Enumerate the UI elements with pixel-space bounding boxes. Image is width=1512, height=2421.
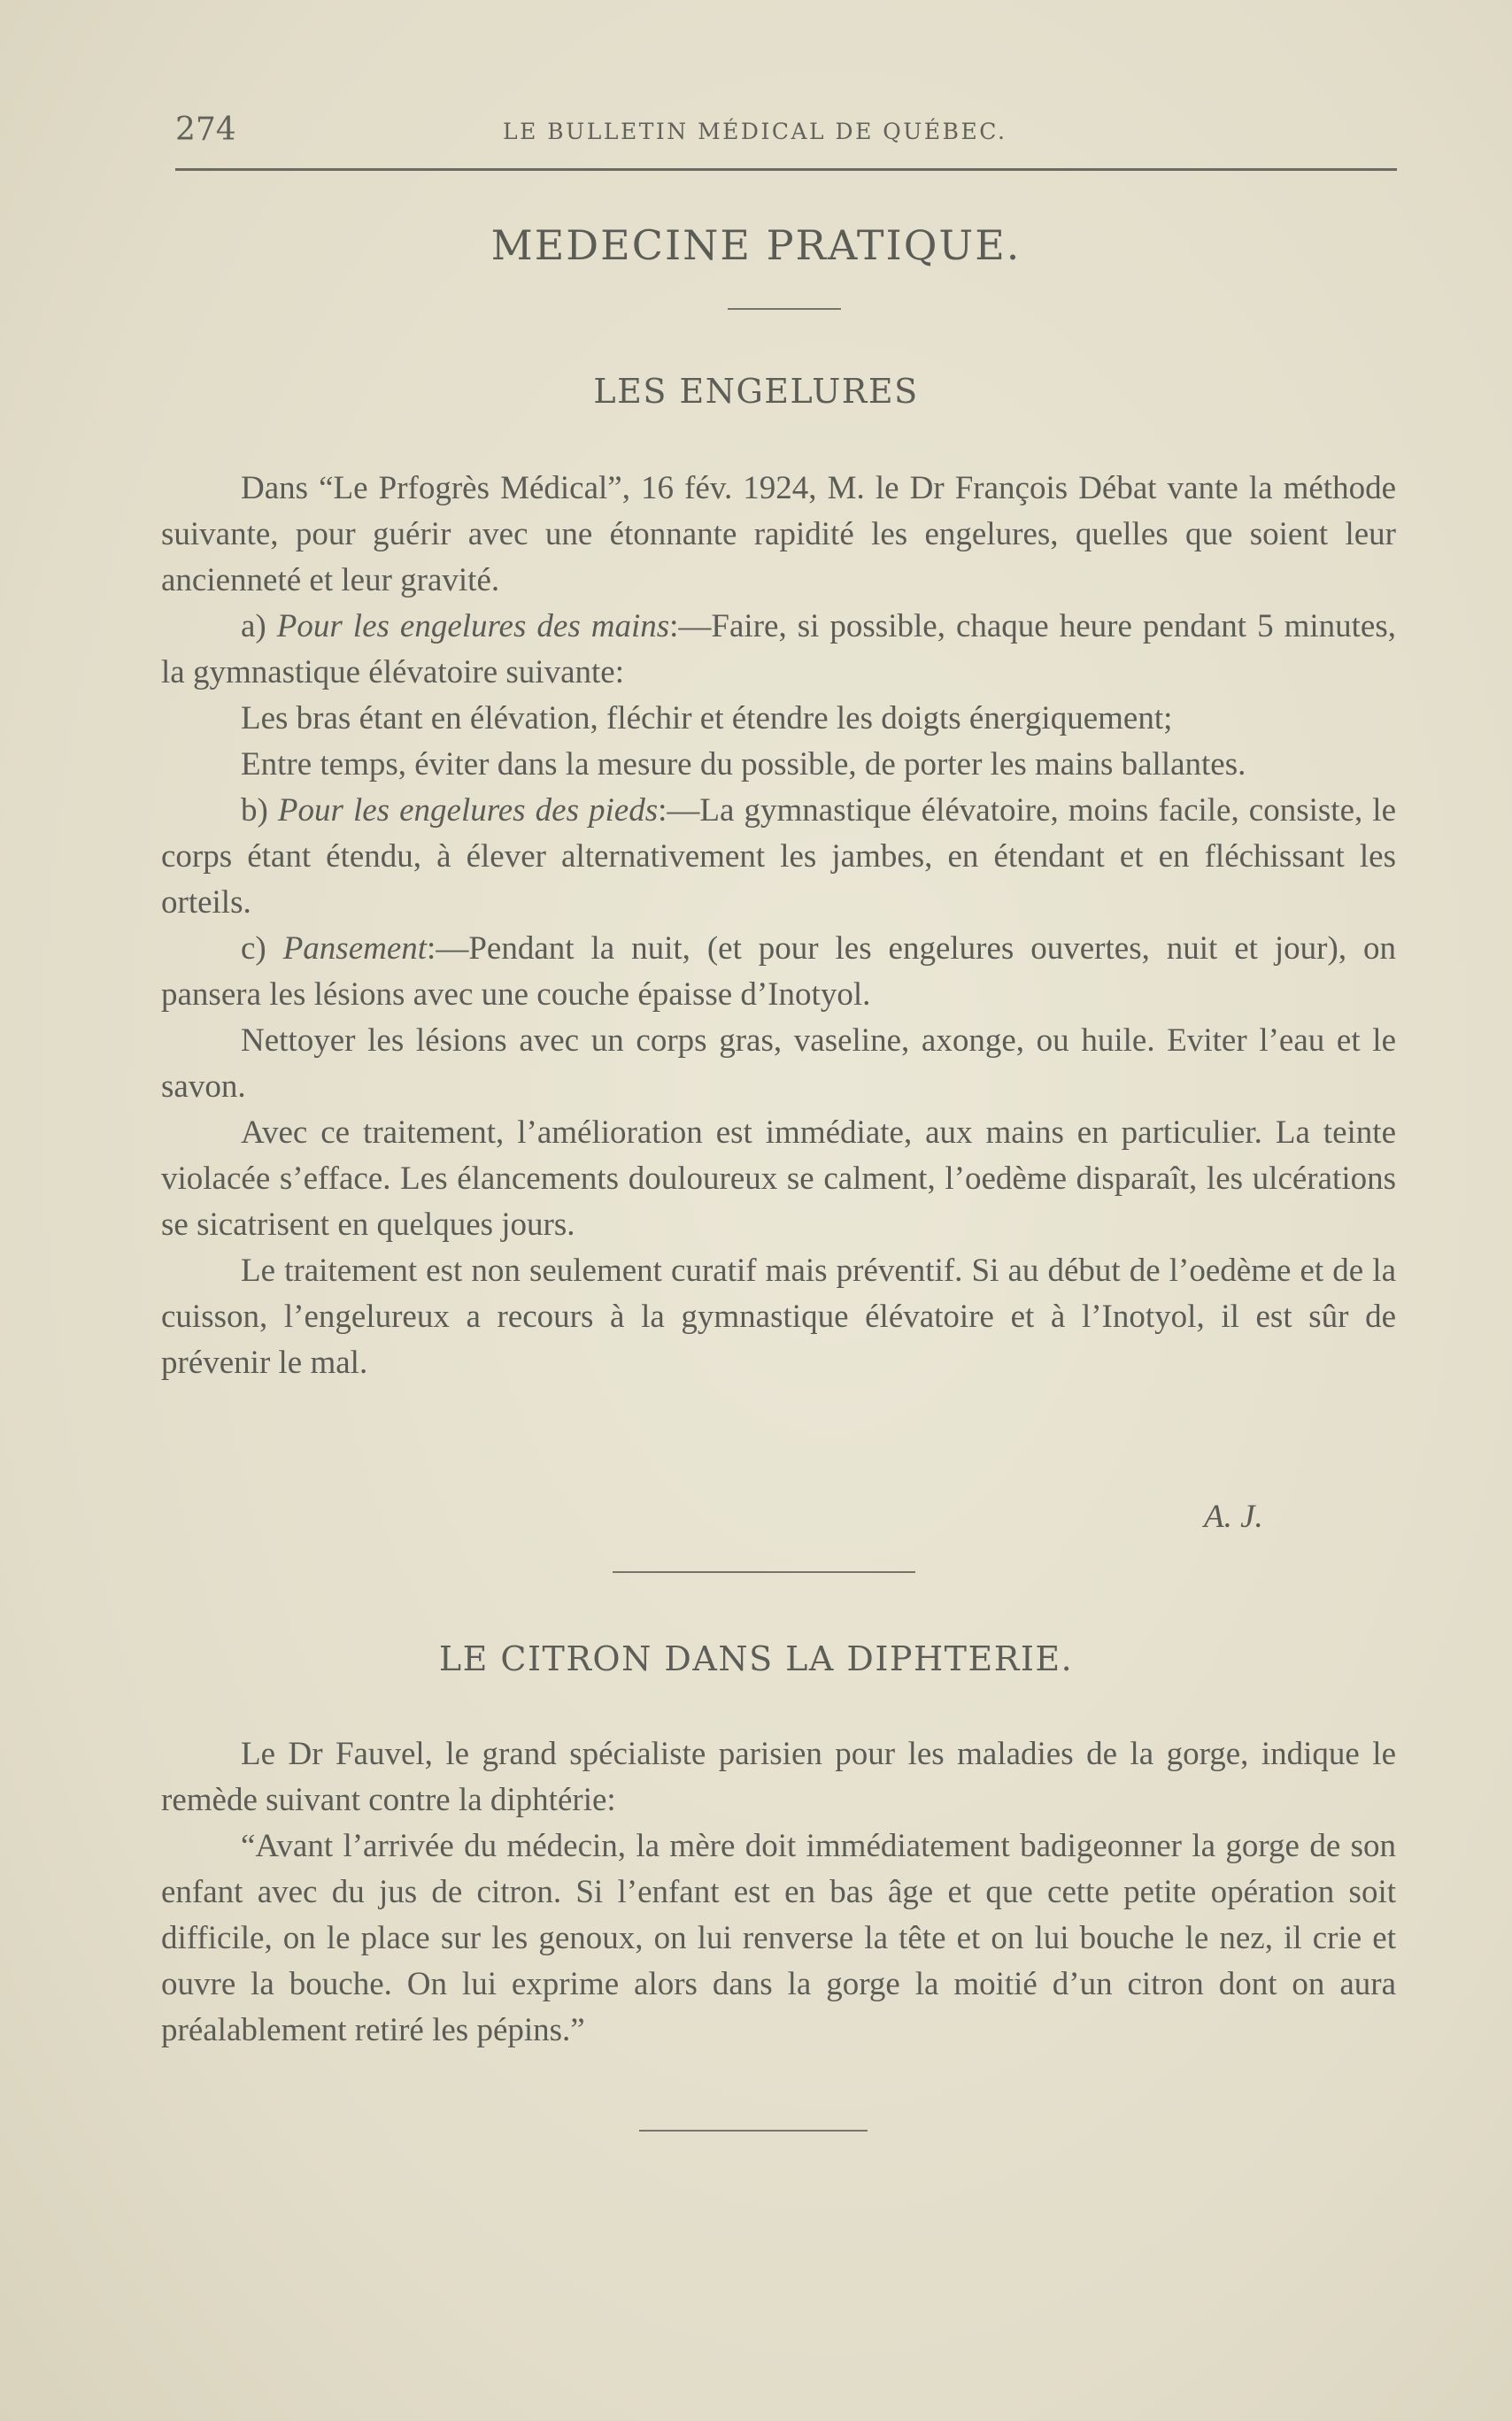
article2-quote: “Avant l’arrivée du médecin, la mère doit immédiatement badigeonner la gorge de son enfant avec du jus de citron. Si l’enfant est en bas âge et que cette petite opération soit difficile, on le place sur les genoux, on lui renverse la tête et on lui bouche le nez, il crie et ouvre la bouche. On lui exprime alors dans la gorge la moitié d’un citron dont on aura préalablement retiré les pépins.”	[161, 1828, 1396, 2048]
item-b-title: Pour les engelures des pieds	[277, 792, 659, 829]
page-number: 274	[175, 112, 236, 148]
title-rule	[728, 308, 841, 310]
article2-body	[161, 1731, 1396, 2054]
item-c-label: c)	[241, 930, 283, 967]
section-title: MEDECINE PRATIQUE.	[490, 221, 1022, 269]
item-a-step2: Entre temps, éviter dans la mesure du possible, de porter les mains ballantes.	[241, 746, 1246, 783]
item-c	[161, 926, 1396, 1018]
item-a-text: :—Faire, si possible, chaque heure pendant 5 minutes, la gymnastique élévatoire suivante:	[161, 608, 1396, 690]
item-c-title: Pansement	[282, 930, 428, 967]
article1-intro: Dans “Le Prfogrès Médical”, 16 fév. 1924, M. le Dr François Débat vante la méthode suivante, pour guérir avec une étonnante rapidité les engelures, quelles que soient leur ancienneté et leur gravité.	[161, 470, 1396, 598]
article1-title: LES ENGELURES	[593, 372, 919, 411]
article2-intro: Le Dr Fauvel, le grand spécialiste parisien pour les maladies de la gorge, indique le remède suivant contre la diphtérie:	[161, 1736, 1396, 1818]
item-c-text: :—Pendant la nuit, (et pour les engelures ouvertes, nuit et jour), on pansera les lésions avec une couche épaisse d’Inotyol.	[161, 930, 1396, 1013]
article1-body	[161, 466, 1396, 1386]
item-a-title: Pour les engelures des mains	[276, 608, 670, 644]
running-title: LE BULLETIN MÉDICAL DE QUÉBEC.	[503, 119, 1007, 144]
item-c-note: Nettoyer les lésions avec un corps gras, vaseline, axonge, ou huile. Eviter l’eau et le savon.	[161, 1022, 1396, 1105]
item-a	[161, 604, 1396, 696]
item-b-label: b)	[241, 792, 278, 829]
item-b	[161, 788, 1396, 926]
header-rule	[175, 168, 1397, 171]
article1-result: Avec ce traitement, l’amélioration est immédiate, aux mains en particulier. La teinte violacée s’efface. Les élancements douloureux se calment, l’oedème disparaît, les ulcérations se sicatrisent en quelques jours.	[161, 1114, 1396, 1243]
article1-signature: A. J.	[1204, 1499, 1263, 1535]
article2-title: LE CITRON DANS LA DIPHTERIE.	[438, 1639, 1074, 1678]
article1-prevention: Le traitement est non seulement curatif mais préventif. Si au début de l’oedème et de la cuisson, l’engelureux a recours à la gymnastique élévatoire et à l’Inotyol, il est sûr de prévenir le mal.	[161, 1253, 1396, 1381]
item-a-step1: Les bras étant en élévation, fléchir et étendre les doigts énergiquement;	[241, 700, 1173, 736]
end-rule	[639, 2130, 868, 2132]
article-separator-rule	[613, 1571, 915, 1573]
item-a-label: a)	[241, 608, 277, 644]
item-b-text: :—La gymnastique élévatoire, moins facile, consiste, le corps étant étendu, à élever alternativement les jambes, en étendant et en fléchissant les orteils.	[161, 792, 1397, 921]
page-header	[175, 106, 1397, 150]
